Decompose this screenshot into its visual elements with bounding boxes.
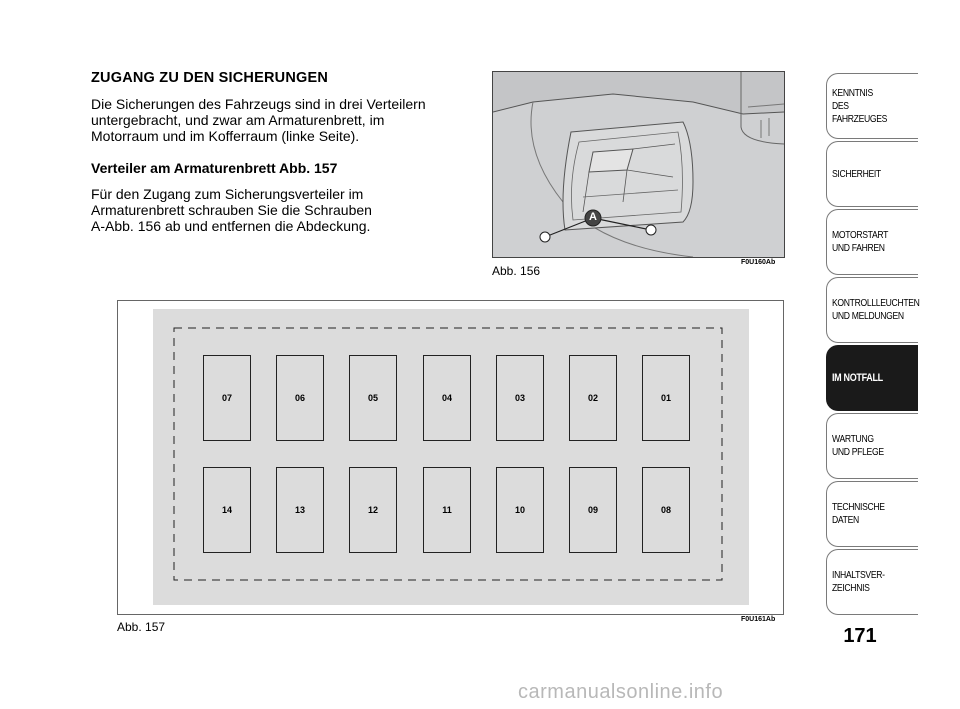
fuse-12: 12 bbox=[349, 467, 397, 553]
sidebar-tab-motorstart[interactable] bbox=[826, 209, 918, 275]
sidebar-tab-sicherheit[interactable] bbox=[826, 141, 918, 207]
sidebar-tab-label: WARTUNG UND PFLEGE bbox=[832, 433, 884, 458]
fuse-11: 11 bbox=[423, 467, 471, 553]
body-line: Armaturenbrett schrauben Sie die Schrauben bbox=[91, 202, 372, 218]
fuse-03: 03 bbox=[496, 355, 544, 441]
sidebar-tab-label: KONTROLLLEUCHTEN UND MELDUNGEN bbox=[832, 297, 920, 322]
intro-line: Die Sicherungen des Fahrzeugs sind in drei Verteilern bbox=[91, 96, 426, 112]
figure-157-code: F0U161Ab bbox=[741, 616, 776, 623]
figure-157-caption: Abb. 157 bbox=[117, 620, 166, 634]
sidebar-tab-label: KENNTNIS DES FAHRZEUGES bbox=[832, 86, 888, 125]
sidebar-tab-kenntnis[interactable] bbox=[826, 73, 918, 139]
page-number: 171 bbox=[843, 625, 877, 647]
fuse-14: 14 bbox=[203, 467, 251, 553]
fuse-01: 01 bbox=[642, 355, 690, 441]
sidebar-tab-kontrollleuchten[interactable] bbox=[826, 277, 918, 343]
body-paragraph bbox=[91, 186, 471, 234]
intro-line: Motorraum und im Kofferraum (linke Seite). bbox=[91, 128, 360, 144]
sidebar-tab-technische-daten[interactable] bbox=[826, 481, 918, 547]
intro-paragraph bbox=[91, 96, 471, 144]
fuse-06: 06 bbox=[276, 355, 324, 441]
body-line: Für den Zugang zum Sicherungsverteiler im bbox=[91, 186, 364, 202]
fuse-09: 09 bbox=[569, 467, 617, 553]
fuse-05: 05 bbox=[349, 355, 397, 441]
sidebar-tab-label: MOTORSTART UND FAHREN bbox=[832, 229, 889, 254]
figure-156-code: F0U160Ab bbox=[741, 259, 776, 266]
fuse-13: 13 bbox=[276, 467, 324, 553]
fuse-10: 10 bbox=[496, 467, 544, 553]
section-heading: ZUGANG ZU DEN SICHERUNGEN bbox=[91, 70, 329, 86]
fuse-02: 02 bbox=[569, 355, 617, 441]
sidebar-tab-label: IM NOTFALL bbox=[832, 371, 883, 384]
intro-line: untergebracht, und zwar am Armaturenbrett, im bbox=[91, 112, 385, 128]
sidebar-tab-label: SICHERHEIT bbox=[832, 167, 881, 180]
marker-a-label: A bbox=[589, 211, 597, 223]
sidebar-tab-wartung[interactable] bbox=[826, 413, 918, 479]
sidebar-tab-im-notfall[interactable] bbox=[826, 345, 918, 411]
figure-156-illustration bbox=[492, 71, 785, 258]
fuse-panel bbox=[153, 309, 749, 605]
subheading: Verteiler am Armaturenbrett Abb. 157 bbox=[91, 160, 338, 176]
sidebar-tab-label: INHALTSVER- ZEICHNIS bbox=[832, 569, 885, 594]
fuse-07: 07 bbox=[203, 355, 251, 441]
fuse-panel-dashed-outline bbox=[153, 309, 749, 605]
sidebar-tab-label: TECHNISCHE DATEN bbox=[832, 501, 885, 526]
sidebar-tab-inhaltsverzeichnis[interactable] bbox=[826, 549, 918, 615]
watermark-text: carmanualsonline.info bbox=[518, 681, 724, 703]
dashboard-drawing bbox=[493, 72, 784, 257]
fuse-04: 04 bbox=[423, 355, 471, 441]
figure-156-caption: Abb. 156 bbox=[492, 264, 541, 278]
body-line: A-Abb. 156 ab und entfernen die Abdeckung. bbox=[91, 218, 371, 234]
fuse-08: 08 bbox=[642, 467, 690, 553]
